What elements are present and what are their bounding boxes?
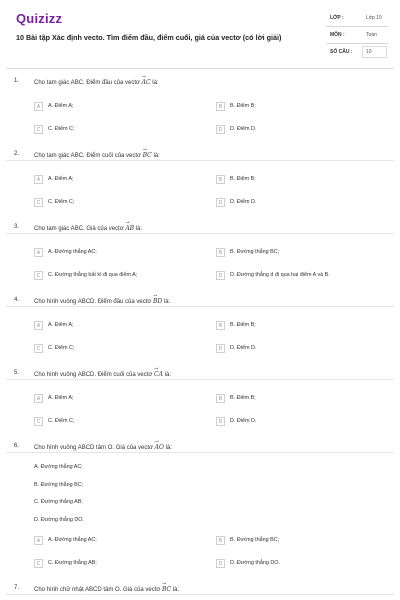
answer-text: D. Điểm D. — [230, 418, 257, 424]
question-text-pre: Cho hình vuông ABCD. Điểm cuối của vectơ — [34, 372, 154, 378]
answer-text: B. Điểm B; — [230, 395, 256, 401]
meta-value: Lớp 10 — [366, 15, 382, 21]
answer-letter-box[interactable]: C — [34, 271, 43, 280]
answer-letter-box[interactable]: C — [34, 198, 43, 207]
question-text-post: là: — [150, 80, 159, 86]
question-text-post: là: — [162, 299, 171, 305]
worksheet-header — [0, 0, 400, 70]
answer-letter-box[interactable]: C — [34, 125, 43, 134]
question-text — [34, 371, 171, 378]
answer-letter-box[interactable]: C — [34, 417, 43, 426]
answer-text: C. Điểm C; — [48, 199, 75, 205]
answer-text: B. Điểm B; — [230, 322, 256, 328]
answer-letter-box[interactable]: D — [216, 344, 225, 353]
worksheet-title: 10 Bài tập Xác định vecto. Tìm điểm đầu, điểm cuối, giá của vectơ (có lời giải) — [16, 33, 282, 42]
question-number: 6. — [14, 443, 20, 449]
answer-text: B. Đường thẳng BC; — [230, 249, 280, 255]
vector-label: → BC — [143, 152, 152, 159]
question-text-post: là: — [163, 445, 172, 451]
answer-text: C. Điểm C; — [48, 345, 75, 351]
answer-letter-box[interactable]: D — [216, 271, 225, 280]
question-choice-line: D. Đường thẳng DO. — [34, 516, 84, 523]
vector-label: → BC — [162, 586, 171, 593]
answer-letter-box[interactable]: C — [34, 344, 43, 353]
answer-letter-box[interactable]: A — [34, 175, 43, 184]
quizizz-logo: Quizizz — [16, 11, 63, 26]
question-text-post: là: — [171, 587, 180, 593]
answer-letter-box[interactable]: B — [216, 536, 225, 545]
header-divider — [6, 68, 394, 69]
meta-row-count — [326, 44, 388, 61]
meta-row-grade — [326, 10, 388, 27]
question-choice-line: C. Đường thẳng AB; — [34, 499, 83, 505]
answer-letter-box[interactable]: A — [34, 321, 43, 330]
answer-letter-box[interactable]: B — [216, 394, 225, 403]
meta-label: MÔN : — [330, 32, 345, 38]
question-text — [34, 225, 142, 232]
answer-letter-box[interactable]: D — [216, 125, 225, 134]
meta-value: Toán — [366, 32, 377, 38]
answer-letter-box[interactable]: D — [216, 559, 225, 568]
answer-text: B. Điểm B; — [230, 176, 256, 182]
meta-label: LỚP : — [330, 15, 344, 21]
vector-label: → CA — [154, 371, 163, 378]
question-text — [34, 79, 159, 86]
meta-value: 10 — [366, 49, 372, 55]
meta-label: SỐ CÂU : — [330, 49, 353, 55]
answer-text: C. Đường thẳng AB; — [48, 560, 97, 566]
answer-letter-box[interactable]: A — [34, 248, 43, 257]
question-7 — [0, 585, 400, 600]
question-text-pre: Cho tam giác ABC. Điểm đầu của vectơ — [34, 80, 142, 86]
answer-text: B. Đường thẳng BC; — [230, 537, 280, 543]
answer-text: C. Điểm C; — [48, 126, 75, 132]
question-text — [34, 152, 160, 159]
question-choice-line: B. Đường thẳng BC; — [34, 481, 84, 488]
answer-letter-box[interactable]: B — [216, 175, 225, 184]
meta-row-subject — [326, 27, 388, 44]
answer-letter-box[interactable]: A — [34, 536, 43, 545]
meta-panel — [326, 10, 388, 61]
question-number: 5. — [14, 370, 20, 376]
question-text-post: là: — [151, 153, 160, 159]
answer-text: C. Đường thẳng bất kì đi qua điểm A; — [48, 272, 138, 278]
answer-text: A. Điểm A; — [48, 176, 74, 182]
question-number: 3. — [14, 224, 20, 230]
vector-label: → AO — [155, 444, 164, 451]
answer-text: A. Điểm A; — [48, 395, 74, 401]
vector-label: → AC — [142, 79, 151, 86]
answer-letter-box[interactable]: C — [34, 559, 43, 568]
answer-letter-box[interactable]: A — [34, 102, 43, 111]
answer-letter-box[interactable]: B — [216, 248, 225, 257]
answer-text: D. Điểm D. — [230, 345, 257, 351]
question-2 — [0, 151, 400, 221]
answer-letter-box[interactable]: D — [216, 198, 225, 207]
answer-text: D. Điểm D. — [230, 199, 257, 205]
answer-text: D. Điểm D. — [230, 126, 257, 132]
answer-text: A. Đường thẳng AC; — [48, 537, 97, 543]
question-number: 1. — [14, 78, 20, 84]
answer-letter-box[interactable]: A — [34, 394, 43, 403]
answer-text: D. Đường thẳng d đi qua hai điểm A và B. — [230, 272, 330, 278]
answer-letter-box[interactable]: D — [216, 417, 225, 426]
question-4 — [0, 297, 400, 367]
question-6 — [0, 443, 400, 583]
question-number: 2. — [14, 151, 20, 157]
answer-text: D. Đường thẳng DO. — [230, 560, 280, 566]
question-text — [34, 444, 172, 451]
question-text — [34, 298, 170, 305]
question-text-pre: Cho tam giác ABC. Giá của vectơ — [34, 226, 126, 232]
answer-text: B. Điểm B; — [230, 103, 256, 109]
question-number: 7. — [14, 585, 20, 591]
answer-text: A. Điểm A; — [48, 103, 74, 109]
question-text-pre: Cho hình vuông ABCD. Điểm đầu của vectơ — [34, 299, 153, 305]
question-text-pre: Cho hình vuông ABCD tâm O. Giá của vectơ — [34, 445, 155, 451]
answer-letter-box[interactable]: B — [216, 321, 225, 330]
question-text-pre: Cho tam giác ABC. Điểm cuối của vectơ — [34, 153, 143, 159]
vector-label: → AB — [125, 225, 134, 232]
answer-text: A. Điểm A; — [48, 322, 74, 328]
question-text — [34, 586, 179, 593]
vector-label: → BD — [153, 298, 162, 305]
question-text-post: là: — [134, 226, 143, 232]
question-text-post: là: — [162, 372, 171, 378]
answer-text: C. Điểm C; — [48, 418, 75, 424]
question-3 — [0, 224, 400, 294]
question-text-pre: Cho hình chữ nhật ABCD tâm O. Giá của vectơ — [34, 587, 163, 593]
question-choice-line: A. Đường thẳng AC; — [34, 464, 83, 470]
answer-text: A. Đường thẳng AC; — [48, 249, 97, 255]
question-1 — [0, 78, 400, 148]
question-5 — [0, 370, 400, 440]
answer-letter-box[interactable]: B — [216, 102, 225, 111]
question-number: 4. — [14, 297, 20, 303]
